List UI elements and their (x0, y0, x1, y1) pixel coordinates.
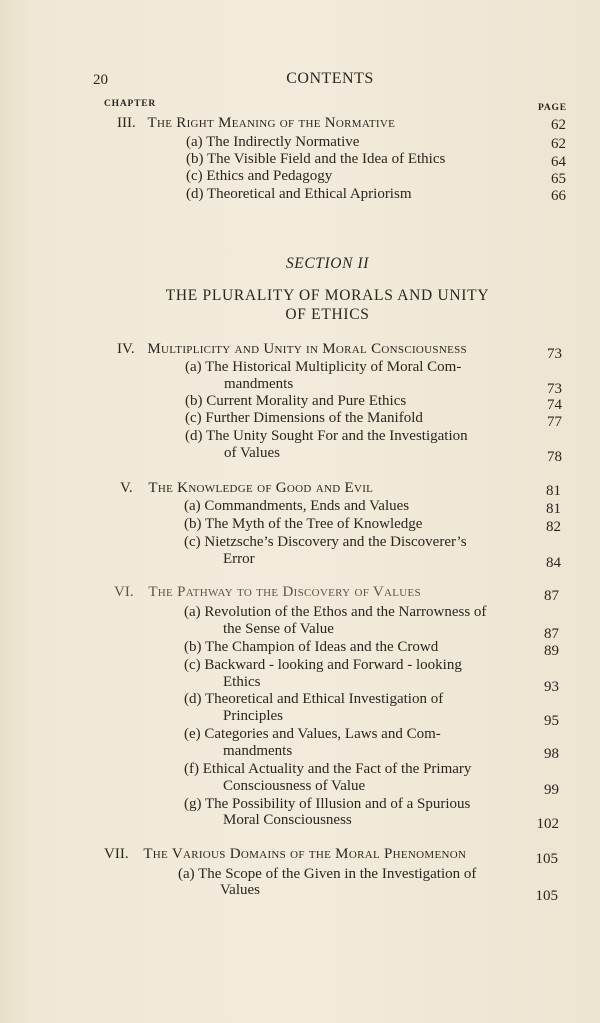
toc-entry: (d) The Unity Sought For and the Investigation (185, 428, 468, 444)
chapter-heading (120, 480, 373, 497)
chapter-page: 105 (535, 851, 558, 867)
toc-entry-page: 102 (536, 816, 559, 832)
toc-entry: (a) The Scope of the Given in the Investigation of (178, 866, 477, 882)
toc-entry-continued: Values (220, 882, 260, 898)
chapter-heading (117, 115, 395, 132)
page-column-label: PAGE (538, 103, 567, 113)
toc-entry: (c) Nietzsche’s Discovery and the Discoverer’s (184, 534, 467, 550)
toc-entry: (a) The Indirectly Normative (186, 134, 360, 150)
toc-entry-page: 93 (544, 679, 559, 695)
section-heading: SECTION II (285, 255, 370, 272)
toc-entry-continued: of Values (224, 445, 280, 461)
toc-entry: (a) Revolution of the Ethos and the Narrowness of (184, 604, 487, 620)
toc-entry-page: 99 (544, 782, 559, 798)
toc-entry-continued: the Sense of Value (223, 621, 334, 637)
toc-entry-page: 87 (544, 626, 559, 642)
toc-entry-page: 64 (551, 154, 566, 170)
chapter-numeral: VII. (104, 846, 129, 862)
chapter-heading (114, 584, 421, 601)
toc-entry: (a) Commandments, Ends and Values (184, 498, 410, 514)
page-number: 20 (93, 72, 108, 88)
toc-entry-page: 105 (535, 888, 558, 904)
toc-entry: (a) The Historical Multiplicity of Moral Com- (185, 359, 462, 375)
running-title: CONTENTS (286, 70, 374, 87)
toc-entry-continued: Error (223, 551, 255, 567)
chapter-title: The Various Domains of the Moral Phenomenon (143, 846, 467, 862)
toc-entry-continued: mandments (223, 743, 293, 759)
toc-entry: (b) The Visible Field and the Idea of Ethics (186, 151, 446, 167)
toc-entry-continued: Moral Consciousness (223, 812, 352, 828)
chapter-title: The Knowledge of Good and Evil (148, 480, 374, 496)
toc-entry-page: 73 (547, 381, 562, 397)
chapter-column-label: CHAPTER (104, 99, 157, 109)
chapter-numeral: III. (117, 115, 136, 131)
chapter-title: The Pathway to the Discovery of Values (148, 584, 421, 600)
toc-entry-page: 66 (551, 188, 566, 204)
toc-entry-page: 65 (551, 171, 566, 187)
chapter-page: 62 (551, 117, 566, 133)
chapter-numeral: IV. (117, 341, 135, 357)
toc-entry: (b) The Myth of the Tree of Knowledge (184, 516, 423, 532)
toc-entry-page: 74 (547, 397, 562, 413)
section-title-line2: OF ETHICS (285, 306, 370, 323)
toc-entry: (d) Theoretical and Ethical Apriorism (186, 186, 412, 202)
toc-entry-page: 89 (544, 643, 559, 659)
chapter-page: 73 (547, 346, 562, 362)
toc-entry-page: 95 (544, 713, 559, 729)
chapter-title: The Right Meaning of the Normative (147, 115, 396, 131)
chapter-page: 87 (544, 588, 559, 604)
toc-entry-page: 62 (551, 136, 566, 152)
toc-entry: (c) Backward - looking and Forward - looking (184, 657, 462, 673)
toc-entry-continued: mandments (224, 376, 294, 392)
toc-entry-page: 82 (546, 519, 561, 535)
toc-entry: (b) The Champion of Ideas and the Crowd (184, 639, 439, 655)
toc-entry: (g) The Possibility of Illusion and of a Spurious (184, 796, 471, 812)
chapter-heading (104, 846, 466, 863)
toc-entry: (d) Theoretical and Ethical Investigation of (184, 691, 444, 707)
chapter-numeral: VI. (114, 584, 134, 600)
toc-entry: (e) Categories and Values, Laws and Com- (184, 726, 441, 742)
toc-entry: (c) Ethics and Pedagogy (186, 168, 333, 184)
toc-entry: (b) Current Morality and Pure Ethics (185, 393, 407, 409)
chapter-heading (117, 341, 467, 358)
toc-entry: (f) Ethical Actuality and the Fact of the Primary (184, 761, 472, 777)
toc-entry-continued: Consciousness of Value (223, 778, 366, 794)
toc-entry-page: 78 (547, 449, 562, 465)
chapter-numeral: V. (120, 480, 133, 496)
toc-entry-page: 98 (544, 746, 559, 762)
toc-entry-page: 84 (546, 555, 561, 571)
toc-entry-page: 77 (547, 414, 562, 430)
toc-entry-page: 81 (546, 501, 561, 517)
toc-entry: (c) Further Dimensions of the Manifold (185, 410, 423, 426)
chapter-title: Multiplicity and Unity in Moral Consciousness (147, 341, 467, 357)
section-title-line1: THE PLURALITY OF MORALS AND UNITY (165, 287, 490, 304)
toc-entry-continued: Principles (223, 708, 283, 724)
toc-entry-continued: Ethics (223, 674, 261, 690)
chapter-page: 81 (546, 483, 561, 499)
